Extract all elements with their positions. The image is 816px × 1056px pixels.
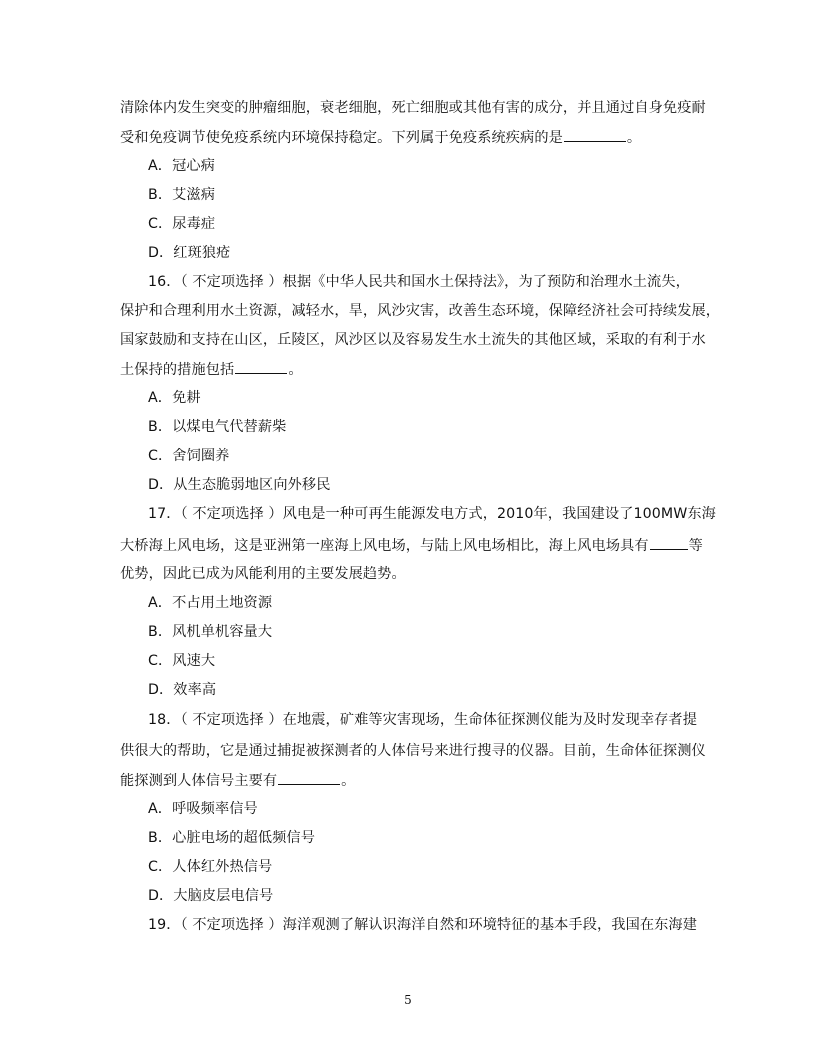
option-d: D．红斑狼疮 (148, 245, 231, 261)
question-16-text: 国家鼓励和支持在山区，丘陵区，风沙区以及容易发生水土流失的其他区域，采取的有利于水 (120, 332, 706, 348)
option-a: A．呼吸频率信号 (148, 801, 258, 817)
option-c: C．尿毒症 (148, 216, 216, 232)
option-b: B．风机单机容量大 (148, 624, 273, 640)
answer-blank (650, 535, 688, 550)
question-18-text: 18．（ 不定项选择 ）在地震，矿难等灾害现场，生命体征探测仪能为及时发现幸存者提 (148, 712, 698, 728)
option-b: B．艾滋病 (148, 187, 215, 203)
option-b: B．以煤电气代替薪柴 (148, 419, 287, 435)
question-16-text: 16．（ 不定项选择 ）根据《中华人民共和国水土保持法》，为了预防和治理水土流失， (148, 274, 690, 290)
option-d: D．大脑皮层电信号 (148, 888, 274, 904)
question-16-text: 土保持的措施包括 。 (120, 359, 700, 380)
question-17-text: 大桥海上风电场，这是亚洲第一座海上风电场，与陆上风电场相比，海上风电场具有 等 (120, 535, 700, 556)
question-text: 受和免疫调节使免疫系统内环境保持稳定。下列属于免疫系统疾病的是 。 (120, 127, 700, 148)
answer-blank (278, 770, 340, 785)
option-d: D．效率高 (148, 682, 217, 698)
option-c: C．人体红外热信号 (148, 859, 273, 875)
option-c: C．风速大 (148, 653, 216, 669)
option-a: A．免耕 (148, 390, 201, 406)
question-18-text: 能探测到人体信号主要有 。 (120, 770, 700, 791)
option-b: B．心脏电场的超低频信号 (148, 830, 315, 846)
question-17-text: 17．（ 不定项选择 ）风电是一种可再生能源发电方式，2010年，我国建设了100MW东海 (148, 506, 716, 522)
page-number: 5 (404, 993, 412, 1007)
answer-blank (564, 127, 626, 142)
question-text: 清除体内发生突变的肿瘤细胞，衰老细胞，死亡细胞或其他有害的成分，并且通过自身免疫耐 (120, 100, 706, 116)
question-18-text: 供很大的帮助，它是通过捕捉被探测者的人体信号来进行搜寻的仪器。目前，生命体征探测仪 (120, 743, 706, 759)
question-16-text: 保护和合理利用水土资源，减轻水，旱，风沙灾害，改善生态环境，保障经济社会可持续发展， (120, 303, 721, 319)
question-19-text: 19．（ 不定项选择 ）海洋观测了解认识海洋自然和环境特征的基本手段，我国在东海建 (148, 917, 698, 933)
option-a: A．冠心病 (148, 158, 215, 174)
option-a: A．不占用土地资源 (148, 595, 273, 611)
answer-blank (235, 359, 287, 374)
option-c: C．舍饲圈养 (148, 448, 230, 464)
question-17-text: 优势，因此已成为风能利用的主要发展趋势。 (120, 566, 406, 582)
option-d: D．从生态脆弱地区向外移民 (148, 477, 331, 493)
